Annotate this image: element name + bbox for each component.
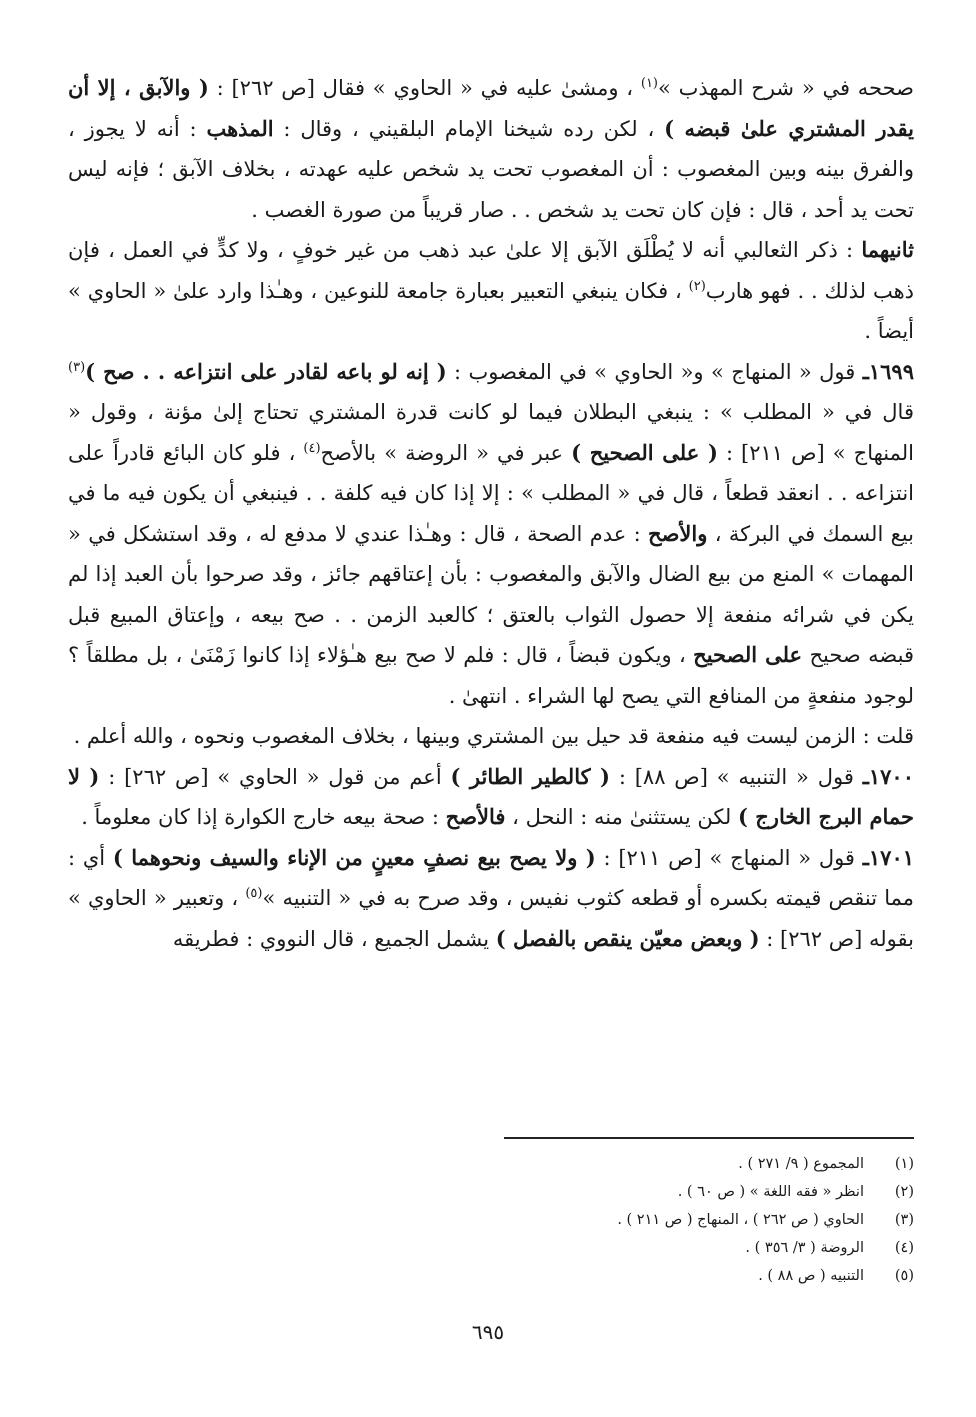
paragraph-4: [68, 716, 914, 757]
issue-number: ١٦٩٩ـ: [862, 358, 914, 384]
bold-term: المذهب: [206, 115, 274, 141]
quoted-matn: ( إنه لو باعه لقادر على انتزاعه . . صح ): [85, 358, 447, 384]
footnote-text: المجموع ( ٩/ ٢٧١ ) .: [738, 1156, 864, 1172]
text-run: أي : مما تنقص قيمته بكسره أو قطعه كثوب نفيس ، وقد صرح به في « التنبيه »: [68, 845, 915, 910]
page-number: ٦٩٥: [471, 1320, 505, 1344]
footnote-number: (٥): [894, 1268, 914, 1284]
bold-term: والأصح: [648, 520, 708, 546]
bold-term: ثانيهما: [861, 237, 914, 262]
footnotes: [354, 1150, 914, 1290]
quoted-matn: ( كالطير الطائر ): [450, 763, 610, 789]
footnote-text: الروضة ( ٣/ ٣٥٦ ) .: [745, 1240, 864, 1256]
text-run: ، وتعبير « الحاوي » بقوله [ص ٢٦٢] :: [68, 886, 914, 951]
text-run: قلت : الزمن ليست فيه منفعة قد حيل بين المشتري وبينها ، بخلاف المغصوب ونحوه ، والله أعلم .: [73, 724, 914, 748]
text-run: : ذكر الثعالبي أنه لا يُطْلَق الآبق إلا علىٰ عبد ذهب من غير خوفٍ ، ولا كدٍّ في العمل ، فإن ذهب لذلك . . فهو هارب: [68, 238, 914, 303]
text-run: أعم من قول « الحاوي » [ص ٢٦٢] :: [99, 764, 451, 789]
footnote-ref: (٣): [68, 359, 86, 375]
footnote-number: (٢): [894, 1184, 914, 1200]
main-text: [68, 68, 914, 959]
footnote-ref: (١): [640, 76, 658, 91]
text-run: قول « التنبيه » [ص ٨٨] :: [610, 764, 863, 789]
footnote-number: (٣): [894, 1212, 914, 1228]
paragraph-5: [68, 757, 914, 838]
text-run: لكن يستثنىٰ منه : النحل ،: [505, 805, 738, 829]
footnote-ref: (٤): [303, 440, 321, 456]
text-run: صححه في « شرح المهذب »: [658, 76, 914, 100]
paragraph-2: [68, 230, 914, 352]
text-run: عبر في « الروضة » بالأصح: [320, 440, 572, 465]
footnote-divider: [504, 1137, 914, 1139]
footnote-text: الحاوي ( ص ٢٦٢ ) ، المنهاج ( ص ٢١١ ) .: [617, 1212, 864, 1228]
text-run: قول « المنهاج » [ص ٢١١] :: [595, 845, 863, 870]
quoted-matn: ( لا حمام البرج الخارج ): [68, 763, 914, 829]
footnote-number: (٤): [894, 1240, 914, 1256]
text-run: ، فلو كان البائع قادراً على انتزاعه . . انعقد قطعاً ، قال في « المطلب » : إلا إذا كان فيه كلفة . . فينبغي أن يكون فيه ما في بيع السمك في البركة ،: [68, 440, 914, 546]
footnote-item: [354, 1150, 914, 1178]
quoted-matn: ( وبعض معيّن ينقص بالفصل ): [495, 925, 760, 951]
bold-term: فالأصح: [445, 804, 506, 829]
text-run: ، ويكون قبضاً ، قال : فلم لا صح بيع هـٰؤلاء إذا كانوا زَمْنَىٰ ، بل مطلقاً ؟ لوجود منفعةٍ من المنافع التي يصح لها الشراء . انتهىٰ .: [68, 643, 914, 708]
text-run: : صحة بيعه خارج الكوارة إذا كان معلوماً .: [81, 805, 446, 829]
footnote-item: [354, 1178, 914, 1206]
quoted-matn: ( على الصحيح ): [571, 439, 718, 465]
footnote-text: التنبيه ( ص ٨٨ ) .: [758, 1268, 864, 1284]
quoted-matn: ( والآبق ، إلا أن يقدر المشتري علىٰ قبضه ): [68, 75, 914, 141]
text-run: يشمل الجميع ، قال النووي : فطريقه: [172, 926, 496, 951]
footnote-ref: (٥): [245, 886, 263, 901]
issue-number: ١٧٠١ـ: [862, 844, 915, 870]
bold-term: على الصحيح: [693, 642, 803, 667]
text-run: : عدم الصحة ، قال : وهـٰذا عندي لا مدفع له ، وقد استشكل في « المهمات » المنع من بيع الضال والآبق والمغصوب : بأن إعتاقهم جائز ، وقد صرحوا بأن العبد إذا لم يكن في شرائه منفعة إلا حصول الثواب بالعتق ؛ كالعبد الزمن . . صح بيعه ، وإعتاق المبيع قبل قبضه صحيح: [68, 521, 914, 667]
text-run: قال في « المطلب » : ينبغي البطلان فيما لو كانت قدرة المشتري تحتاج إلىٰ مؤنة ، وقول « المنهاج » [ص ٢١١] :: [68, 400, 914, 465]
text-run: قول « المنهاج » و« الحاوي » في المغصوب :: [446, 359, 863, 384]
issue-number: ١٧٠٠ـ: [862, 763, 914, 789]
text-run: ، ومشىٰ عليه في « الحاوي » فقال [ص ٢٦٢] :: [208, 76, 641, 100]
footnote-item: [354, 1234, 914, 1262]
footnote-item: [354, 1206, 914, 1234]
footnote-ref: (٢): [688, 278, 706, 294]
footnote-item: [354, 1262, 914, 1290]
text-run: ، فكان ينبغي التعبير بعبارة جامعة للنوعين ، وهـٰذا وارد علىٰ « الحاوي » أيضاً .: [68, 278, 914, 343]
paragraph-3: [68, 352, 914, 717]
text-run: ، لكن رده شيخنا الإمام البلقيني ، وقال :: [273, 116, 665, 141]
footnote-text: انظر « فقه اللغة » ( ص ٦٠ ) .: [677, 1184, 864, 1200]
footnote-number: (١): [894, 1156, 914, 1172]
text-run: : أنه لا يجوز ، والفرق بينه وبين المغصوب : أن المغصوب تحت يد شخص عليه عهدته ، بخلاف الآبق ؛ فإنه ليس تحت يد أحد ، قال : فإن كان تحت يد شخص . . صار قريباً من صورة الغصب .: [68, 116, 914, 222]
paragraph-1: [68, 68, 914, 230]
paragraph-6: [68, 838, 914, 960]
quoted-matn: ( ولا يصح بيع نصفٍ معينٍ من الإناء والسيف ونحوهما ): [112, 844, 596, 870]
